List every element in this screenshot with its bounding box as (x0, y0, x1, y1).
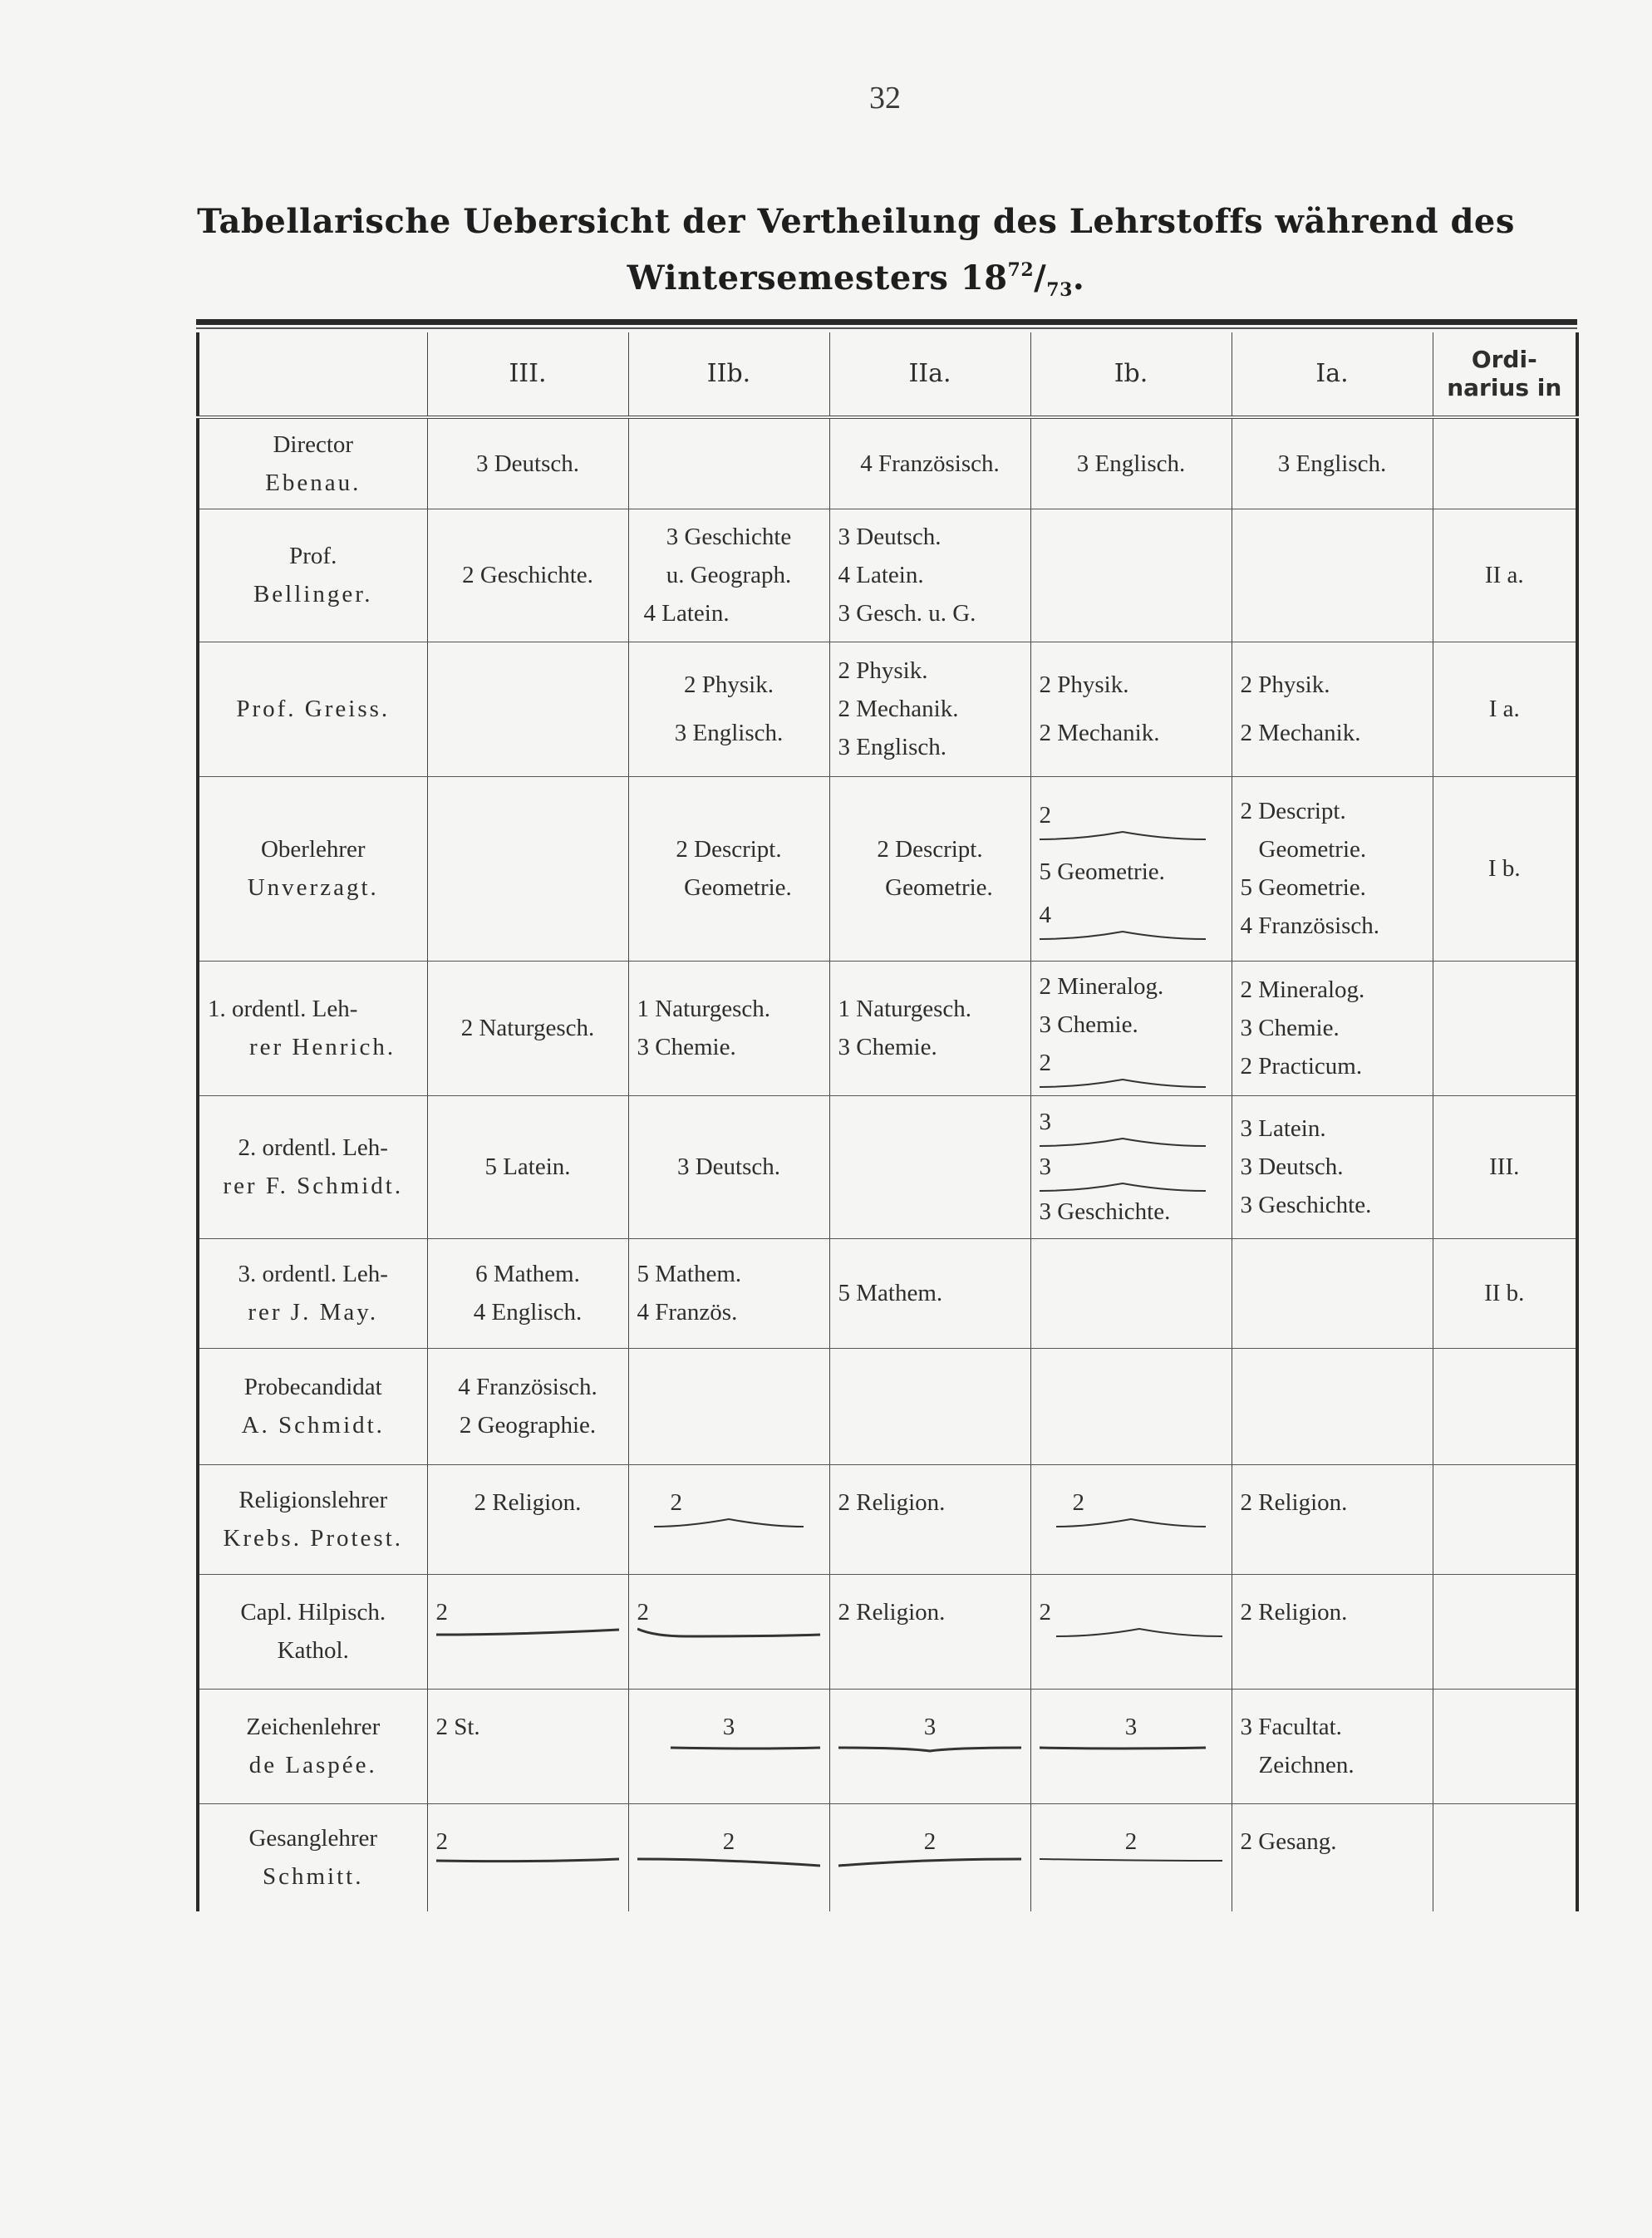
lesson-line: 3 Englisch. (838, 734, 946, 760)
lesson-cell: 4 Französisch. (829, 417, 1030, 509)
table-row (198, 961, 1577, 1095)
ordinarius-cell (1433, 417, 1577, 509)
lesson-line: 4 Latein. (838, 562, 924, 588)
lesson-line: 3 Deutsch. (1240, 1153, 1344, 1180)
title-line-2-main: Wintersemesters 18 (627, 258, 1008, 298)
lesson-cell (1030, 961, 1232, 1095)
lesson-line: 2 (923, 1827, 937, 1855)
lesson-cell (1030, 1574, 1232, 1689)
page-number: 32 (869, 81, 901, 116)
teacher-name: rer F. Schmidt. (223, 1173, 404, 1199)
empty-cell (1030, 1348, 1232, 1464)
lesson-line: 2 (637, 1598, 649, 1626)
top-rule (196, 319, 1577, 325)
lesson-cell (628, 1803, 829, 1911)
lesson-line: 2 Physik. (684, 671, 774, 698)
lesson-cell: 3 Englisch. (1030, 417, 1232, 509)
lesson-line: 3 Chemie. (838, 1034, 937, 1060)
lesson-line: 3 Englisch. (674, 720, 784, 746)
lesson-line: 4 Englisch. (473, 1299, 583, 1326)
lesson-cell: 2 Religion. (829, 1464, 1030, 1574)
teacher-title: 3. ordentl. Leh- (238, 1261, 388, 1287)
teacher-title: Gesanglehrer (248, 1825, 378, 1852)
lesson-cell (1030, 1095, 1232, 1238)
teacher-title: Oberlehrer (260, 836, 366, 863)
title-year-sup: 72 (1007, 259, 1035, 281)
lesson-line: 2 Practicum. (1240, 1053, 1363, 1080)
lesson-line: 3 Facultat. (1240, 1713, 1342, 1740)
lesson-line: 4 Französisch. (458, 1374, 597, 1400)
lesson-cell: 2 Religion. (427, 1464, 628, 1574)
lesson-line: 3 (722, 1713, 735, 1740)
ordinarius-cell: I b. (1433, 776, 1577, 961)
table-row (198, 776, 1577, 961)
title-year-sub: 73 (1046, 279, 1073, 301)
brace-mark (1040, 1517, 1223, 1528)
teacher-cell (198, 509, 427, 642)
lesson-cell (829, 509, 1030, 642)
empty-cell (1232, 1238, 1433, 1348)
lesson-line: 2 Descript. (676, 836, 782, 863)
lesson-cell: 3 Englisch. (1232, 417, 1433, 509)
header-ordinarius (1433, 332, 1577, 417)
lesson-line: 3 (1039, 1109, 1051, 1135)
lesson-line: u. Geograph. (666, 562, 792, 588)
lesson-cell: 5 Mathem. (829, 1238, 1030, 1348)
lesson-cell (628, 642, 829, 776)
teacher-cell (198, 961, 427, 1095)
lesson-line: Geometrie. (1258, 836, 1367, 863)
lesson-line: 2 (670, 1488, 682, 1516)
empty-cell (427, 642, 628, 776)
lesson-line: 3 Latein. (1240, 1115, 1326, 1142)
teacher-name: Ebenau. (265, 469, 361, 496)
empty-cell (628, 1348, 829, 1464)
lesson-cell (829, 642, 1030, 776)
table-row (198, 1574, 1577, 1689)
lesson-line: 2 (722, 1827, 735, 1855)
lesson-line: 2 Mechanik. (838, 696, 959, 722)
brace-mark (1040, 1626, 1223, 1638)
brace-mark (436, 1856, 620, 1867)
lesson-line: 2 (1039, 802, 1051, 829)
lesson-line: 3 Geschichte. (1240, 1192, 1372, 1218)
lesson-line: 2 Mineralog. (1240, 976, 1365, 1003)
lesson-cell (1232, 1095, 1433, 1238)
teacher-name: Krebs. Protest. (223, 1525, 404, 1552)
teacher-name: de Laspée. (248, 1752, 377, 1778)
brace-mark (1040, 1077, 1223, 1089)
teacher-title: Zeichenlehrer (246, 1714, 381, 1740)
header-class-iia: IIa. (829, 332, 1030, 417)
brace-mark (637, 1517, 821, 1528)
ordinarius-cell (1433, 1574, 1577, 1689)
lesson-line: 3 Chemie. (1039, 1011, 1138, 1038)
empty-cell (1232, 1348, 1433, 1464)
lesson-cell: 3 Deutsch. (628, 1095, 829, 1238)
table-row (198, 1464, 1577, 1574)
lesson-cell: 2 Geschichte. (427, 509, 628, 642)
teacher-name: rer J. May. (248, 1299, 379, 1326)
lesson-cell (628, 1574, 829, 1689)
teacher-cell (198, 1464, 427, 1574)
teacher-name: Schmitt. (263, 1863, 364, 1891)
lesson-line: 2 Physik. (838, 657, 928, 684)
brace-mark (1040, 929, 1223, 941)
lesson-cell (628, 776, 829, 961)
top-rule-thin (196, 327, 1577, 329)
empty-cell (1030, 1238, 1232, 1348)
lesson-cell: 2 St. (427, 1689, 628, 1803)
teacher-name: Unverzagt. (247, 874, 379, 901)
lesson-cell (628, 509, 829, 642)
lesson-line: 4 Latein. (643, 600, 730, 627)
lesson-line: 2 Mechanik. (1039, 720, 1160, 746)
lesson-cell: 2 Naturgesch. (427, 961, 628, 1095)
page-title (166, 198, 1546, 314)
lesson-line: 2 Physik. (1039, 671, 1129, 698)
ordinarius-cell: II a. (1433, 509, 1577, 642)
lesson-line: 2 Mineralog. (1039, 973, 1164, 1000)
lesson-line: 3 Deutsch. (838, 524, 942, 550)
lesson-line: 3 Chemie. (637, 1034, 736, 1060)
teacher-cell (198, 1238, 427, 1348)
ordinarius-cell: I a. (1433, 642, 1577, 776)
lesson-line: 2 Geographie. (459, 1412, 597, 1439)
header-class-ia: Ia. (1232, 332, 1433, 417)
lesson-line: 2 (435, 1598, 448, 1626)
lesson-line: 3 (1039, 1153, 1051, 1180)
brace-mark (436, 1626, 620, 1638)
lesson-line: 2 Mechanik. (1240, 720, 1361, 746)
lesson-line: 1 Naturgesch. (637, 996, 771, 1022)
lesson-line: 3 (923, 1713, 937, 1740)
brace-mark (637, 1626, 821, 1638)
title-line-2 (166, 246, 1546, 314)
lesson-cell (1030, 642, 1232, 776)
ordinarius-cell (1433, 1689, 1577, 1803)
lesson-cell: 3 Deutsch. (427, 417, 628, 509)
teacher-cell (198, 1348, 427, 1464)
empty-cell (1030, 509, 1232, 642)
header-ordinarius-line2: narius in (1447, 374, 1562, 401)
teacher-title: 2. ordentl. Leh- (238, 1134, 388, 1161)
header-class-iii: III. (427, 332, 628, 417)
lesson-line: 5 Mathem. (637, 1261, 742, 1287)
lesson-cell (628, 1238, 829, 1348)
title-slash: / (1034, 258, 1047, 298)
teacher-name: Kathol. (277, 1637, 349, 1664)
lesson-line: 2 (1039, 1598, 1051, 1626)
ordinarius-cell: II b. (1433, 1238, 1577, 1348)
lesson-line: 3 Chemie. (1240, 1015, 1340, 1041)
lesson-line: 4 Französisch. (1240, 912, 1380, 939)
lesson-line: 2 (435, 1827, 448, 1855)
empty-cell (829, 1095, 1030, 1238)
table-row (198, 1095, 1577, 1238)
teacher-cell (198, 1574, 427, 1689)
teacher-name: A. Schmidt. (241, 1412, 385, 1439)
lesson-cell (1232, 776, 1433, 961)
lesson-cell (829, 776, 1030, 961)
lesson-cell (1232, 961, 1433, 1095)
ordinarius-cell (1433, 1803, 1577, 1911)
lesson-line: 3 Geschichte (666, 524, 792, 550)
lesson-line: 2 (1039, 1050, 1051, 1076)
empty-cell (1232, 509, 1433, 642)
lesson-cell: 2 Religion. (1232, 1574, 1433, 1689)
empty-cell (829, 1348, 1030, 1464)
ordinarius-cell: III. (1433, 1095, 1577, 1238)
teacher-title: Probecandidat (243, 1374, 382, 1400)
teacher-cell (198, 642, 427, 776)
lesson-line: 2 (1124, 1827, 1138, 1855)
lesson-cell (1030, 1689, 1232, 1803)
teacher-title: Director (273, 430, 354, 458)
table-row (198, 1348, 1577, 1464)
lesson-cell (427, 1574, 628, 1689)
lesson-cell (427, 1803, 628, 1911)
header-class-ib: Ib. (1030, 332, 1232, 417)
teacher-cell (198, 417, 427, 509)
empty-cell (427, 776, 628, 961)
lesson-cell: 2 Gesang. (1232, 1803, 1433, 1911)
teacher-name: Prof. Greiss. (236, 696, 391, 722)
lesson-cell (829, 1803, 1030, 1911)
teacher-title: Religionslehrer (238, 1487, 388, 1513)
teacher-title: 1. ordentl. Leh- (208, 996, 358, 1022)
ordinarius-cell (1433, 961, 1577, 1095)
table-row (198, 1803, 1577, 1911)
teacher-cell (198, 1095, 427, 1238)
ordinarius-cell (1433, 1348, 1577, 1464)
brace-mark (1040, 1181, 1223, 1193)
ordinarius-cell (1433, 1464, 1577, 1574)
lesson-line: 2 Descript. (1240, 798, 1346, 824)
teacher-name: rer Henrich. (249, 1034, 396, 1060)
brace-mark (1040, 829, 1223, 841)
lesson-line: 3 Gesch. u. G. (838, 600, 976, 627)
lesson-line: 1 Naturgesch. (838, 996, 972, 1022)
lesson-line: 3 (1124, 1713, 1138, 1740)
title-line-1: Tabellarische Uebersicht der Vertheilung des Lehrstoffs während des (197, 202, 1515, 241)
header-corner (198, 332, 427, 417)
header-row (198, 332, 1577, 417)
lesson-cell: 2 Religion. (829, 1574, 1030, 1689)
lesson-cell (829, 1689, 1030, 1803)
lesson-cell (628, 1464, 829, 1574)
lesson-line: 3 Geschichte. (1039, 1198, 1171, 1225)
teacher-cell (198, 776, 427, 961)
lesson-cell (427, 1348, 628, 1464)
lesson-line: 6 Mathem. (475, 1261, 580, 1287)
brace-mark (1040, 1136, 1223, 1148)
header-class-iib: IIb. (628, 332, 829, 417)
table-row (198, 1689, 1577, 1803)
lesson-cell (1030, 1464, 1232, 1574)
lesson-line: Geometrie. (885, 874, 993, 901)
lesson-line: 4 Französ. (637, 1299, 738, 1326)
header-ordinarius-line1: Ordi- (1471, 346, 1537, 373)
table-row (198, 417, 1577, 509)
lesson-line: Zeichnen. (1258, 1751, 1355, 1778)
lesson-line: 2 (1072, 1488, 1084, 1516)
title-end: . (1072, 258, 1085, 298)
lesson-line: 5 Geometrie. (1039, 858, 1165, 885)
teacher-name: Bellinger. (253, 581, 373, 607)
teaching-schedule-table (196, 332, 1579, 1911)
lesson-cell (1030, 776, 1232, 961)
lesson-cell (1232, 1689, 1433, 1803)
lesson-line: 2 Physik. (1240, 671, 1330, 698)
empty-cell (628, 417, 829, 509)
lesson-line: Geometrie. (684, 874, 792, 901)
table-row (198, 509, 1577, 642)
lesson-line: 4 (1039, 902, 1051, 928)
teacher-title: Capl. Hilpisch. (240, 1599, 386, 1626)
lesson-line: 2 Descript. (877, 836, 983, 863)
teacher-title: Prof. (289, 543, 337, 569)
lesson-cell (628, 961, 829, 1095)
lesson-cell: 2 Religion. (1232, 1464, 1433, 1574)
teacher-cell (198, 1803, 427, 1911)
lesson-line: 5 Geometrie. (1240, 874, 1366, 901)
teacher-cell (198, 1689, 427, 1803)
lesson-cell (1232, 642, 1433, 776)
table-row (198, 1238, 1577, 1348)
lesson-cell (829, 961, 1030, 1095)
lesson-cell: 5 Latein. (427, 1095, 628, 1238)
lesson-cell (427, 1238, 628, 1348)
lesson-cell (1030, 1803, 1232, 1911)
lesson-cell (628, 1689, 829, 1803)
table-row (198, 642, 1577, 776)
